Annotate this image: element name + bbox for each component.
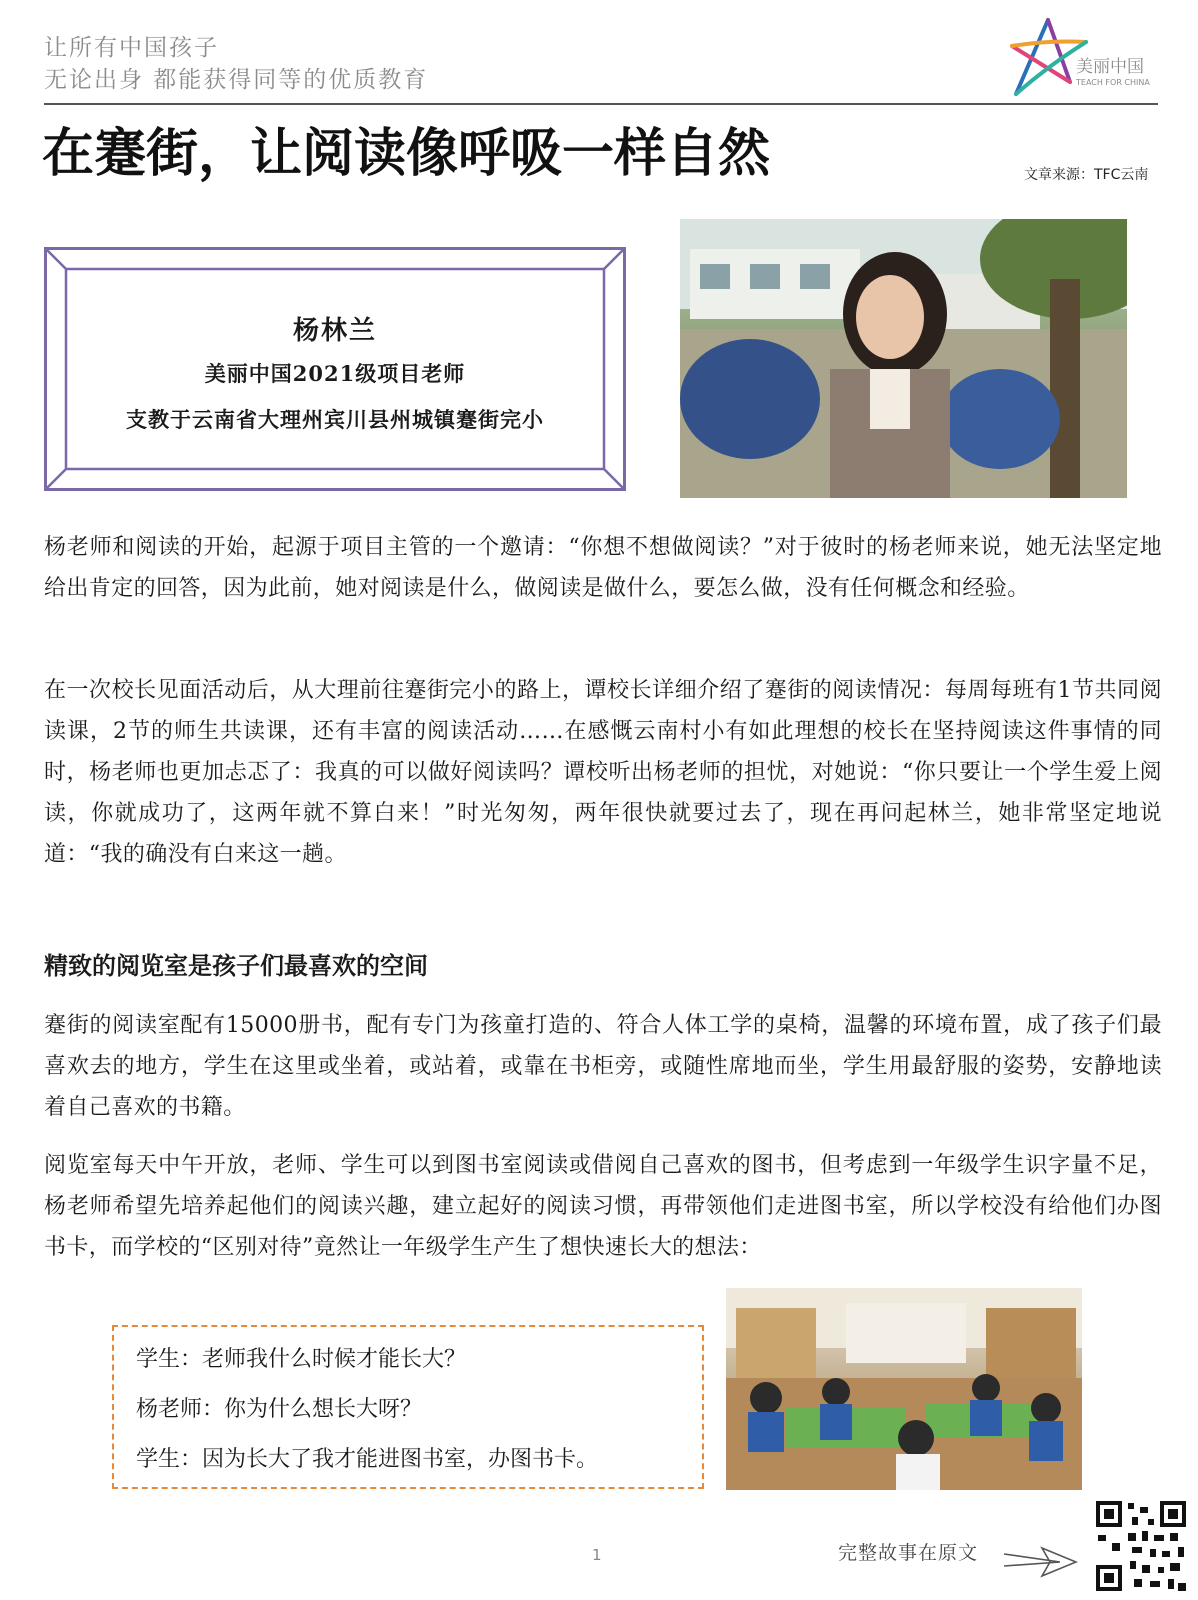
- profile-frame: [44, 247, 626, 491]
- dialog-box: [112, 1325, 704, 1489]
- logo-chinese-text: 美丽中国: [1076, 57, 1144, 77]
- article-source: 文章来源：TFC云南: [1024, 167, 1149, 183]
- paragraph-2: 在一次校长见面活动后，从大理前往蹇街完小的路上，谭校长详细介绍了蹇街的阅读情况：每周每班有1节共同阅读课，2节的师生共读课，还有丰富的阅读活动……在感慨云南村小有如此理想的校长在坚持阅读这件事情的同时，杨老师也更加忐忑了：我真的可以做好阅读吗？谭校听出杨老师的担忧，对她说：“你只要让一个学生爱上阅读，你就成功了，这两年就不算白来！”时光匆匆，两年很快就要过去了，现在再问起林兰，她非常坚定地说道：“我的确没有白来这一趟。: [44, 678, 1162, 867]
- header-divider: [44, 103, 1158, 105]
- logo-english-text: TEACH FOR CHINA: [1076, 78, 1150, 87]
- dialog-line: 杨老师：你为什么想长大呀？: [136, 1397, 423, 1422]
- teacher-role: 美丽中国2021级项目老师: [204, 361, 466, 386]
- dialog-line: 学生：因为长大了我才能进图书室，办图书卡。: [136, 1447, 599, 1472]
- teach-for-china-logo: [1008, 16, 1168, 98]
- reading-room-photo: [726, 1288, 1082, 1490]
- article-title: 在蹇街，让阅读像呼吸一样自然: [42, 124, 771, 184]
- teacher-name: 杨林兰: [292, 316, 377, 346]
- teacher-school: 支教于云南省大理州宾川县州城镇蹇街完小: [126, 407, 544, 432]
- tagline-line-2: 无论出身 都能获得同等的优质教育: [44, 67, 429, 93]
- qr-code-icon[interactable]: [1092, 1497, 1190, 1595]
- paragraph-1: 杨老师和阅读的开始，起源于项目主管的一个邀请：“你想不想做阅读？”对于彼时的杨老师来说，她无法坚定地给出肯定的回答，因为此前，她对阅读是什么，做阅读是做什么，要怎么做，没有任何概念和经验。: [44, 535, 1162, 601]
- page-number: 1: [592, 1546, 602, 1564]
- arrow-right-icon: [1002, 1544, 1078, 1578]
- section-paragraph-2: 阅览室每天中午开放，老师、学生可以到图书室阅读或借阅自己喜欢的图书，但考虑到一年级学生识字量不足，杨老师希望先培养起他们的阅读兴趣，建立起好的阅读习惯，再带领他们走进图书室，所以学校没有给他们办图书卡，而学校的“区别对待”竟然让一年级学生产生了想快速长大的想法：: [44, 1153, 1162, 1260]
- section-paragraph-1: 蹇街的阅读室配有15000册书，配有专门为孩童打造的、符合人体工学的桌椅，温馨的环境布置，成了孩子们最喜欢去的地方，学生在这里或坐着，或站着，或靠在书柜旁，或随性席地而坐，学生用最舒服的姿势，安静地读着自己喜欢的书籍。: [44, 1013, 1162, 1120]
- tagline-line-1: 让所有中国孩子: [44, 35, 219, 61]
- teacher-portrait-photo: [680, 219, 1127, 498]
- section-heading: 精致的阅览室是孩子们最喜欢的空间: [44, 951, 428, 980]
- dialog-line: 学生：老师我什么时候才能长大？: [136, 1347, 467, 1372]
- tagline: [44, 32, 428, 96]
- full-story-text: 完整故事在原文: [838, 1542, 979, 1564]
